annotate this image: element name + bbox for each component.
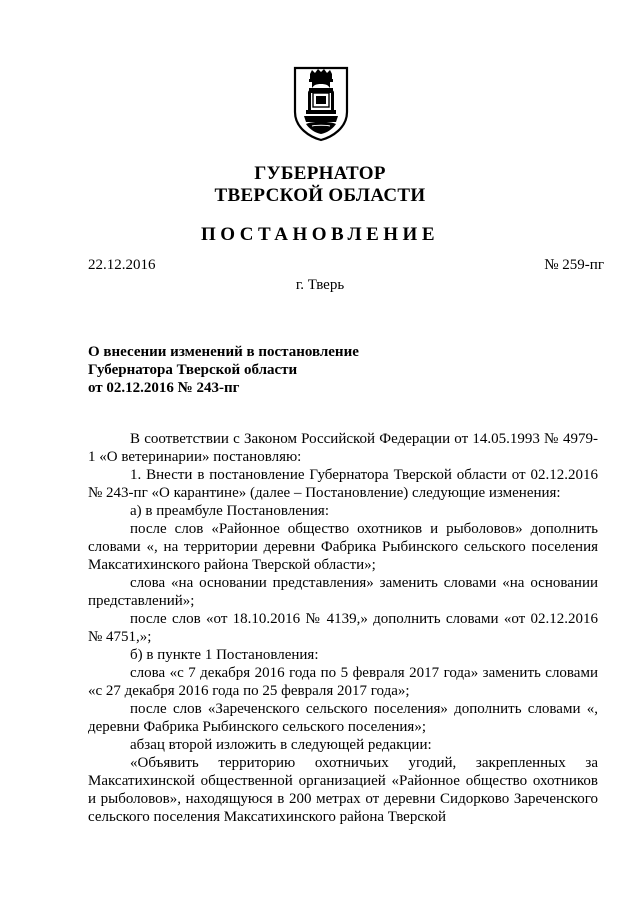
tver-coat-of-arms-icon: [292, 66, 350, 142]
paragraph: слова «с 7 декабря 2016 года по 5 февраля 2017 года» заменить словами «с 27 декабря 2016 года по 25 февраля 2017 года»;: [88, 665, 598, 699]
paragraph: слова «на основании представления» заменить словами «на основании представлений»;: [88, 575, 598, 609]
governor-title: ГУБЕРНАТОР: [254, 163, 386, 184]
paragraph: после слов «Зареченского сельского поселения» дополнить словами «, деревни Фабрика Рыбинского сельского поселения»;: [88, 701, 598, 735]
paragraph: «Объявить территорию охотничьих угодий, закрепленных за Максатихинской общественной организацией «Районное общество охотников и рыболовов», находящуюся в 200 метрах от деревни Сидорково Зареченского сельского поселения Максатихинского района Тверской: [88, 755, 598, 825]
paragraph: б) в пункте 1 Постановления:: [130, 647, 319, 663]
subject-line: Губернатора Тверской области: [88, 362, 298, 378]
document-body: [88, 430, 598, 826]
document-number: № 259-пг: [544, 257, 604, 273]
paragraph: после слов «от 18.10.2016 № 4139,» дополнить словами «от 02.12.2016 № 4751,»;: [88, 611, 598, 645]
document-date: 22.12.2016: [88, 257, 156, 273]
subject-line: от 02.12.2016 № 243-пг: [88, 380, 240, 396]
paragraph: 1. Внести в постановление Губернатора Тверской области от 02.12.2016 № 243-пг «О карантине» (далее – Постановление) следующие изменения:: [88, 467, 598, 501]
document-subject: [88, 343, 359, 397]
paragraph: абзац второй изложить в следующей редакции:: [130, 737, 432, 753]
paragraph: после слов «Районное общество охотников и рыболовов» дополнить словами «, на территории деревни Фабрика Рыбинского сельского поселения Максатихинского района Тверской области»;: [88, 521, 598, 573]
paragraph: В соответствии с Законом Российской Федерации от 14.05.1993 № 4979-1 «О ветеринарии» постановляю:: [88, 431, 598, 465]
document-city: г. Тверь: [295, 277, 345, 293]
document-type: ПОСТАНОВЛЕНИЕ: [200, 224, 440, 245]
region-title: ТВЕРСКОЙ ОБЛАСТИ: [214, 185, 426, 206]
paragraph: а) в преамбуле Постановления:: [130, 503, 329, 519]
subject-line: О внесении изменений в постановление: [88, 344, 359, 360]
